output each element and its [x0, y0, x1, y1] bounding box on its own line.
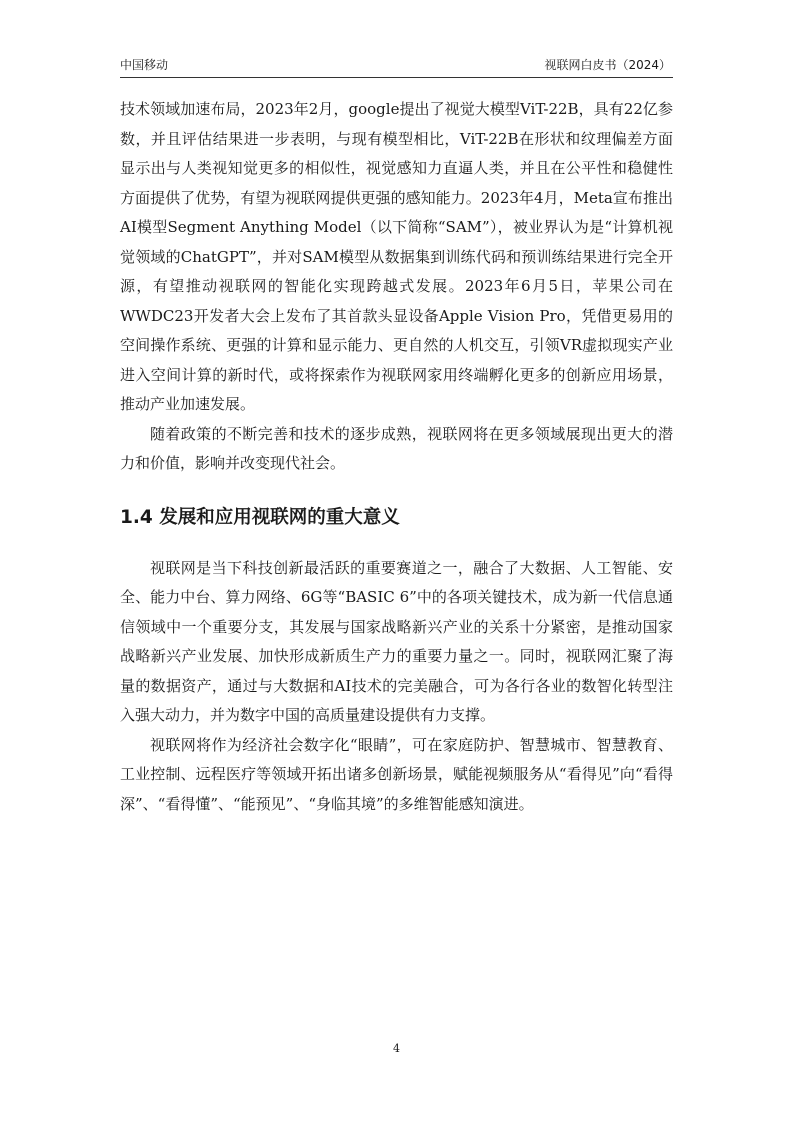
body-paragraph-1: 技术领域加速布局，2023年2月，google提出了视觉大模型ViT-22B，具有22亿参数，并且评估结果进一步表明，与现有模型相比，ViT-22B在形状和纹理偏差方面显示出与人类视知觉更多的相似性，视觉感知力直逼人类，并且在公平性和稳健性方面提供了优势，有望为视联网提供更强的感知能力。2023年4月，Meta宣布推出AI模型Segment Anything Model（以下简称“SAM”），被业界认为是“计算机视觉领域的ChatGPT”，并对SAM模型从数据集到训练代码和预训练结果进行完全开源，有望推动视联网的智能化实现跨越式发展。2023年6月5日，苹果公司在WWDC23开发者大会上发布了其首款头显设备Apple Vision Pro，凭借更易用的空间操作系统、更强的计算和显示能力、更自然的人机交互，引领VR虚拟现实产业进入空间计算的新时代，或将探索作为视联网家用终端孵化更多的创新应用场景，推动产业加速发展。: [120, 100, 673, 413]
body-paragraph-2: 随着政策的不断完善和技术的逐步成熟，视联网将在更多领域展现出更大的潜力和价值，影响并改变现代社会。: [120, 424, 673, 472]
page-header: [120, 55, 673, 78]
page-number: 4: [393, 1042, 400, 1055]
header-org-name: 中国移动: [120, 58, 169, 72]
header-document-title: 视联网白皮书（2024）: [544, 58, 671, 72]
section-title: 1.4 发展和应用视联网的重大意义: [120, 506, 400, 528]
body-paragraph-4: 视联网将作为经济社会数字化“眼睛”，可在家庭防护、智慧城市、智慧教育、工业控制、远程医疗等领域开拓出诸多创新场景，赋能视频服务从“看得见”向“看得深”、“看得懂”、“能预见”、“身临其境”的多维智能感知演进。: [120, 735, 673, 813]
body-paragraph-3: 视联网是当下科技创新最活跃的重要赛道之一，融合了大数据、人工智能、安全、能力中台、算力网络、6G等“BASIC 6”中的各项关键技术，成为新一代信息通信领域中一个重要分支，其发展与国家战略新兴产业的关系十分紧密，是推动国家战略新兴产业发展、加快形成新质生产力的重要力量之一。同时，视联网汇聚了海量的数据资产，通过与大数据和AI技术的完美融合，可为各行各业的数智化转型注入强大动力，并为数字中国的高质量建设提供有力支撑。: [120, 558, 673, 724]
page-content: [120, 95, 673, 819]
